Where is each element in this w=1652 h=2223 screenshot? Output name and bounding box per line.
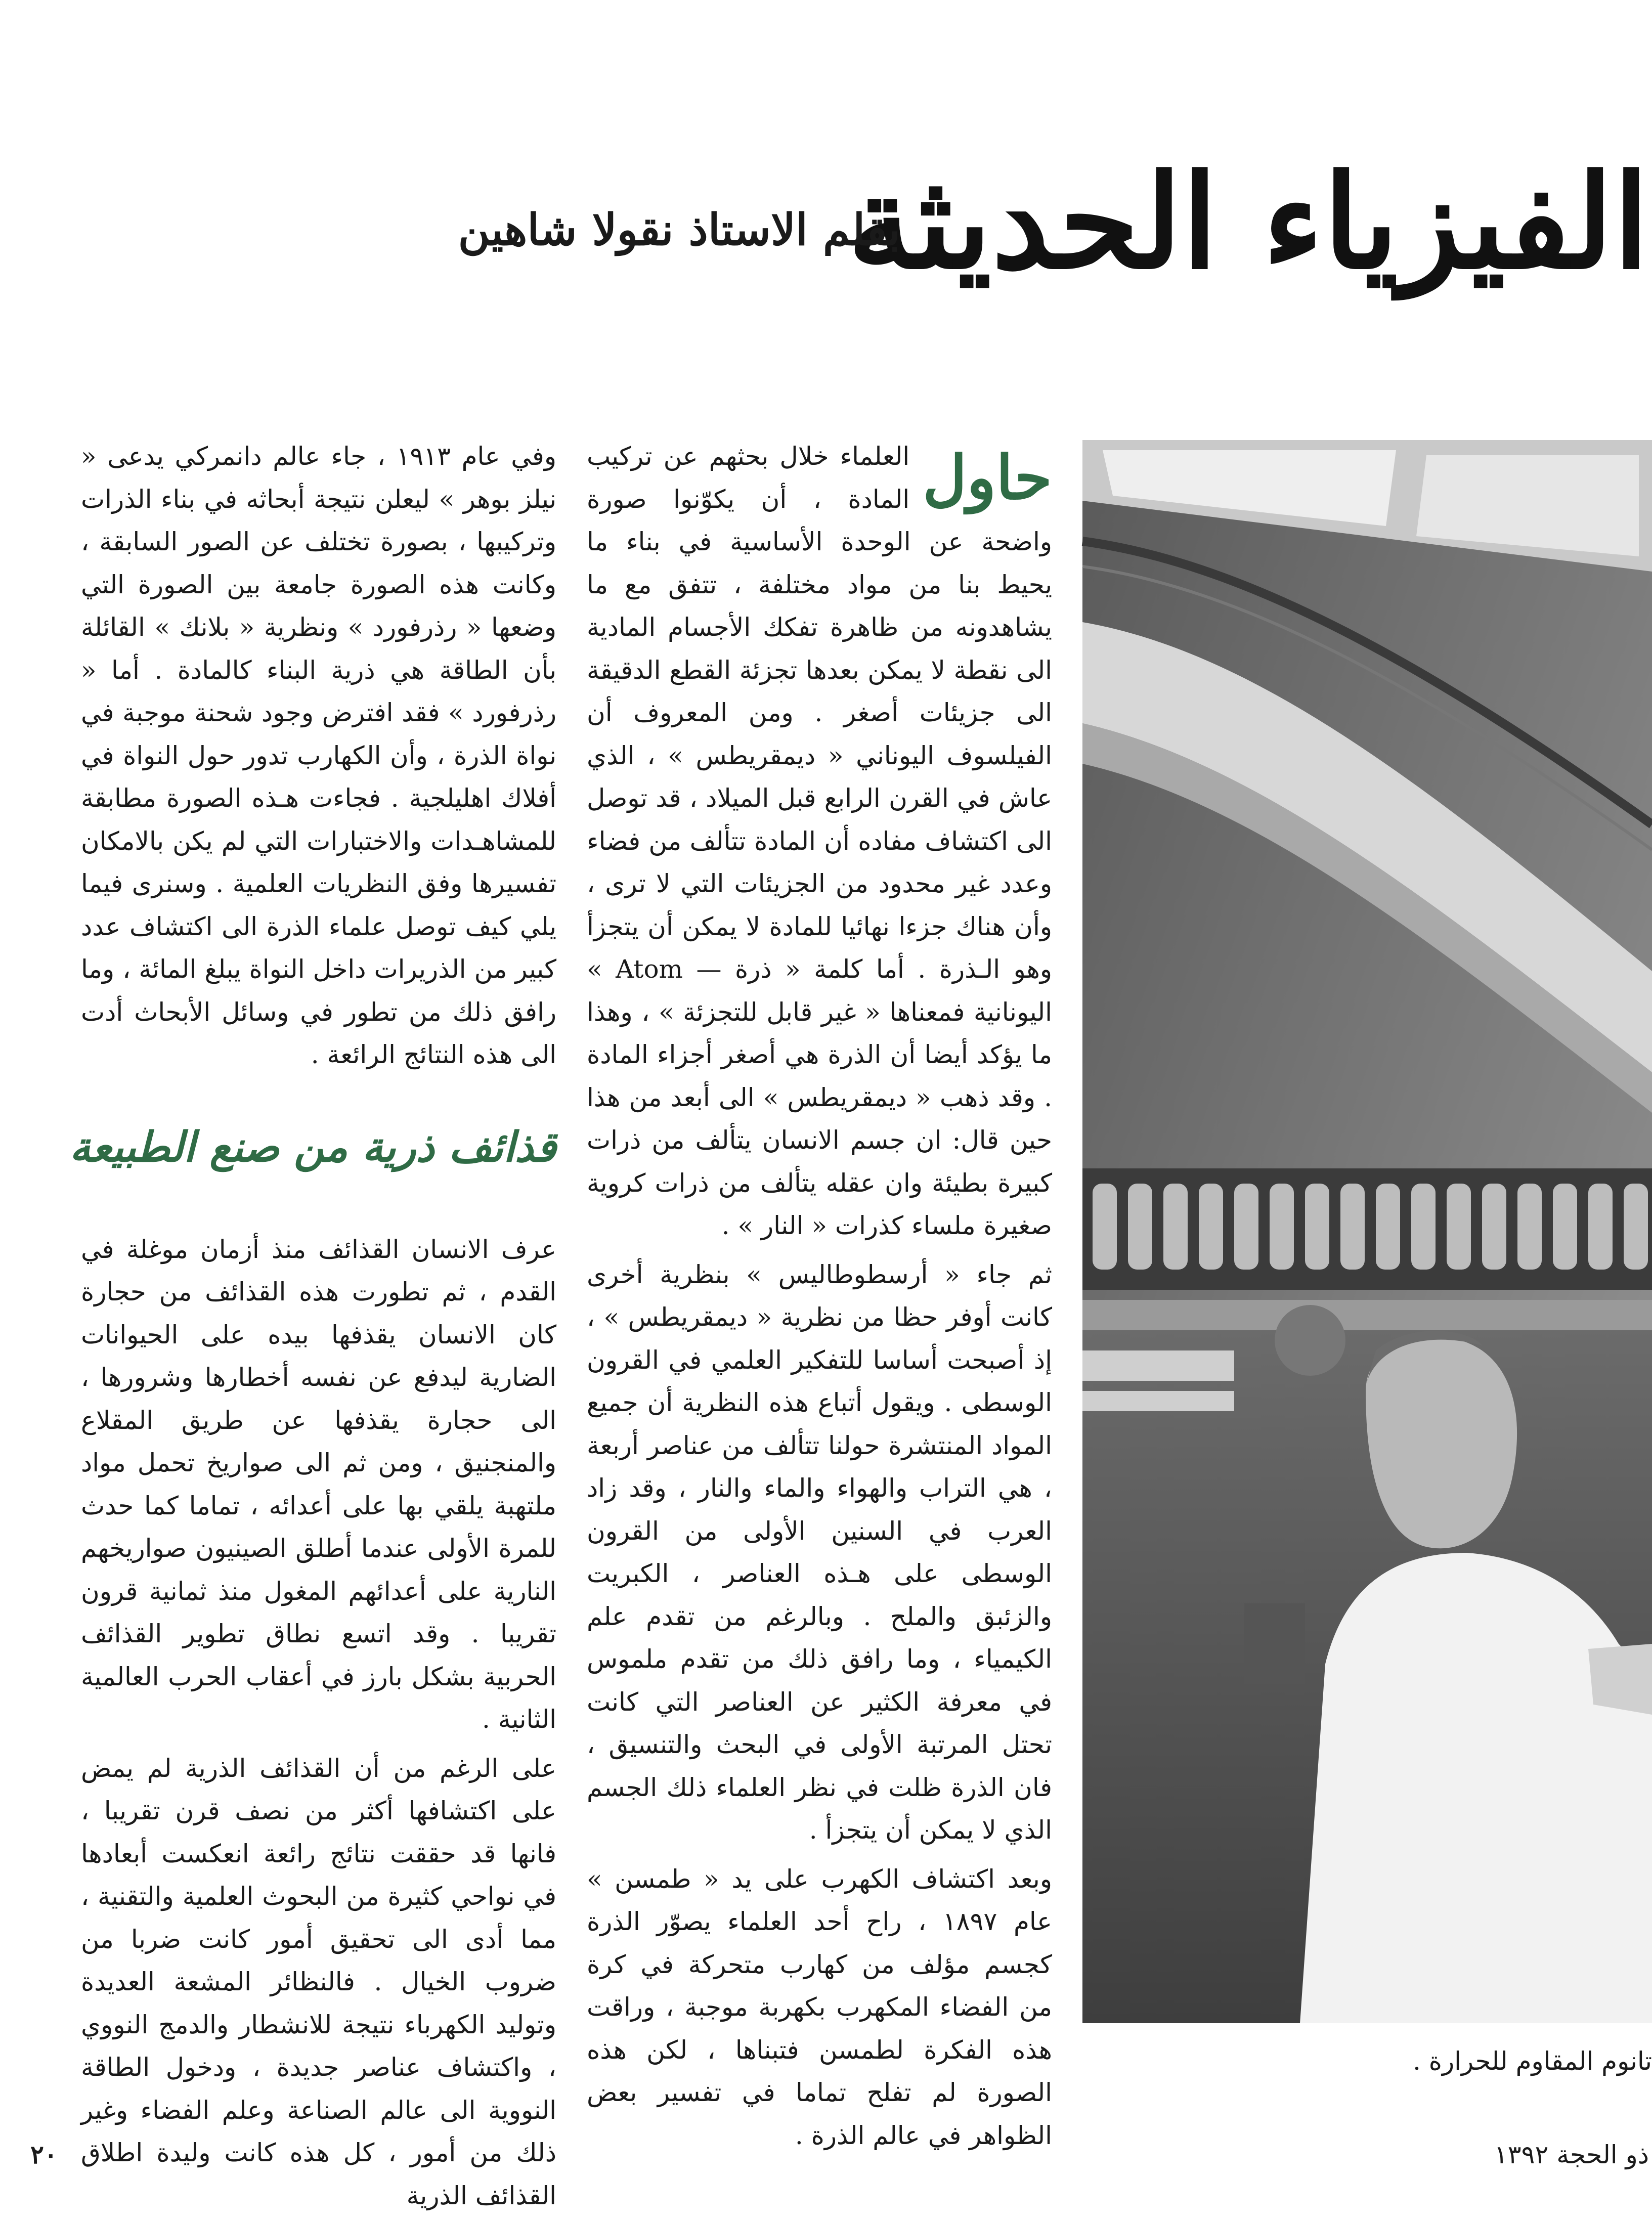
photo-illustration <box>1082 440 1652 2023</box>
photo-caption: تانوم المقاوم للحرارة . <box>1413 2046 1652 2076</box>
article-column-right <box>587 435 1052 2163</box>
drop-cap: حاول <box>923 442 1052 513</box>
article-photo <box>1082 440 1652 2023</box>
paragraph: على الرغم من أن القذائف الذرية لم يمض على اكتشافها أكثر من نصف قرن تقريبا ، فانها قد حققت نتائج رائعة انعكست أبعادها في نواحي كثيرة من البحوث العلمية والتقنية ، مما أدى الى تحقيق أمور كانت ضربا من ضروب الخيال . فالنظائر المشعة العديدة وتوليد الكهرباء نتيجة للانشطار والدمج النووي ، واكتشاف عناصر جديدة ، ودخول الطاقة النووية الى عالم الصناعة وعلم الفضاء وغير ذلك من أمور ، كل هذه كانت وليدة اطلاق القذائف الذرية <box>81 1753 556 2210</box>
paragraph: عرف الانسان القذائف منذ أزمان موغلة في القدم ، ثم تطورت هذه القذائف من حجارة كان الانسان يقذفها بيده على الحيوانات الضارية ليدفع عن نفسه أخطارها وشرورها ، الى حجارة يقذفها عن طريق المقلاع والمنجنيق ، ومن ثم الى صواريخ تحمل مواد ملتهبة يلقي بها على أعدائه ، تماما كما حدث للمرة الأولى عندما أطلق الصينيون صواريخهم النارية على أعدائهم المغول منذ ثمانية قرون تقريبا . وقد اتسع نطاق تطوير القذائف الحربية بشكل بارز في أعقاب الحرب العالمية الثانية . <box>81 1234 556 1734</box>
author-byline: بقلم الاستاذ نقولا شاهين <box>458 204 900 255</box>
paragraph: وفي عام ١٩١٣ ، جاء عالم دانمركي يدعى « نيلز بوهر » ليعلن نتيجة أبحاثه في بناء الذرات وتركيبها ، بصورة تختلف عن الصور السابقة ، وكانت هذه الصورة جامعة بين الصورة التي وضعها « رذرفورد » ونظرية « بلانك » القائلة بأن الطاقة هي ذرية البناء كالمادة . أما « رذرفورد » فقد افترض وجود شحنة موجبة في نواة الذرة ، وأن الكهارب تدور حول النواة في أفلاك اهليلجية . فجاءت هـذه الصورة مطابقة للمشاهـدات والاختبارات التي لم يكن بالامكان تفسيرها وفق النظريات العلمية . وسنرى فيما يلي كيف توصل علماء الذرة الى اكتشاف عدد كبير من الذريرات داخل النواة يبلغ المائة ، وما رافق ذلك من تطور في وسائل الأبحاث أدت الى هذه النتائج الرائعة . <box>81 442 556 1069</box>
paragraph: العلماء خلال بحثهم عن تركيب المادة ، أن يكوّنوا صورة واضحة عن الوحدة الأساسية في بناء ما يحيط بنا من مواد مختلفة ، تتفق مع ما يشاهدونه من ظاهرة تفكك الأجسام المادية الى نقطة لا يمكن بعدها تجزئة القطع الدقيقة الى جزيئات أصغر . ومن المعروف أن الفيلسوف اليوناني « ديمقريطس » ، الذي عاش في القرن الرابع قبل الميلاد ، قد توصل الى اكتشاف مفاده أن المادة تتألف من فضاء وعدد غير محدود من الجزيئات التي لا ترى ، وأن هناك جزءا نهائيا للمادة لا يمكن أن يتجزأ وهو الـذرة . أما كلمة « ذرة — Atom » اليونانية فمعناها « غير قابل للتجزئة » ، وهذا ما يؤكد أيضا أن الذرة هي أصغر أجزاء المادة . وقد ذهب « ديمقريطس » الى أبعد من هذا حين قال: ان جسم الانسان يتألف من ذرات كبيرة بطيئة وان عقله يتألف من ذرات كروية صغيرة ملساء كذرات « النار » . <box>587 442 1053 1240</box>
footer-date: ذو الحجة ١٣٩٢ <box>1494 2140 1649 2169</box>
section-subheading: قذائف ذرية من صنع الطبيعة <box>69 1122 556 1171</box>
paragraph: وبعد اكتشاف الكهرب على يد « طمسن » عام ١٨٩٧ ، راح أحد العلماء يصوّر الذرة كجسم مؤلف من كهارب متحركة في كرة من الفضاء المكهرب بكهربة موجبة ، وراقت هذه الفكرة لطمسن فتبناها ، لكن هذه الصورة لم تفلح تماما في تفسير بعض الظواهر في عالم الذرة . <box>587 1864 1052 2150</box>
page-number: ٢٠ <box>30 2140 58 2169</box>
page-title: الفيزياء الحديثة <box>847 147 1649 298</box>
article-column-left <box>69 435 556 2223</box>
paragraph: ثم جاء « أرسطوطاليس » بنظرية أخرى كانت أوفر حظا من نظرية « ديمقريطس » ، إذ أصبحت أساسا للتفكير العلمي في القرون الوسطى . ويقول أتباع هذه النظرية أن جميع المواد المنتشرة حولنا تتألف من عناصر أربعة ، هي التراب والهواء والماء والنار ، وقد زاد العرب في السنين الأولى من القرون الوسطى على هـذه العناصر ، الكبريت والزئبق والملح . وبالرغم من تقدم علم الكيمياء ، وما رافق ذلك من تقدم ملموس في معرفة الكثير عن العناصر التي كانت تحتل المرتبة الأولى في البحث والتنسيق ، فان الذرة ظلت في نظر العلماء ذلك الجسم الذي لا يمكن أن يتجزأ . <box>587 1259 1052 1845</box>
